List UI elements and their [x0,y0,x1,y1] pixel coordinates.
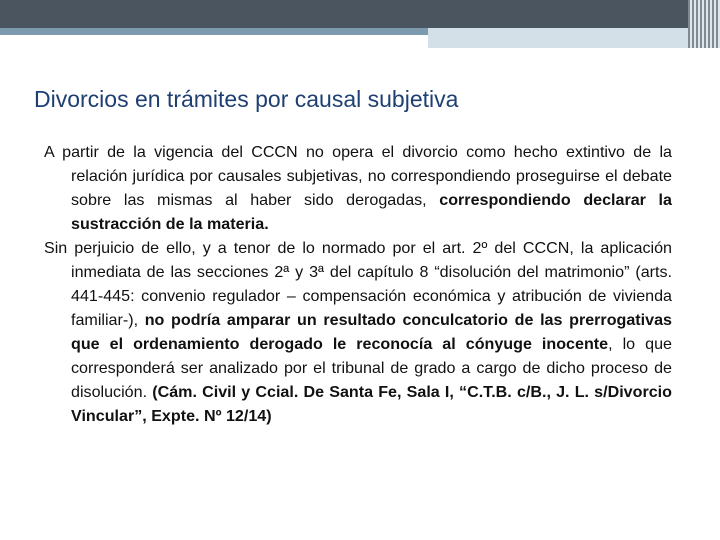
slide-title: Divorcios en trámites por causal subjetiva [34,86,459,112]
paragraph-2 [44,236,672,428]
header-band [0,0,720,28]
header-accent-bar [0,28,428,35]
paragraph-2-citation: (Cám. Civil y Ccial. De Santa Fe, Sala I, “C.T.B. c/B., J. L. s/Divorcio Vincular”, Expte. Nº 12/14) [71,383,672,425]
paragraph-1 [44,140,672,236]
paragraph-1-bold-conclusion: correspondiendo declarar la sustracción de la materia. [71,191,672,233]
paragraph-2-bold-holding: no podría amparar un resultado conculcatorio de las prerrogativas que el ordenamiento derogado le reconocía al cónyuge inocente [71,311,672,353]
paragraph-1-text: A partir de la vigencia del CCCN no opera el divorcio como hecho extintivo de la relación jurídica por causales subjetivas, no correspondiendo proseguirse el debate sobre las mismas al haber sido derogadas, [44,143,672,209]
header-stripes [688,0,720,48]
slide-body [44,140,672,428]
header-accent-bar-light [428,28,688,48]
paragraph-2-text-b: , lo que corresponderá ser analizado por el tribunal de grado a cargo de dicho proceso de disolución. [71,335,672,401]
paragraph-2-text-a: Sin perjuicio de ello, y a tenor de lo normado por el art. 2º del CCCN, la aplicación inmediata de las secciones 2ª y 3ª del capítulo 8 “disolución del matrimonio” (arts. 441-445: convenio regulador – compensación económica y atribución de vivienda familiar-), [44,239,672,329]
